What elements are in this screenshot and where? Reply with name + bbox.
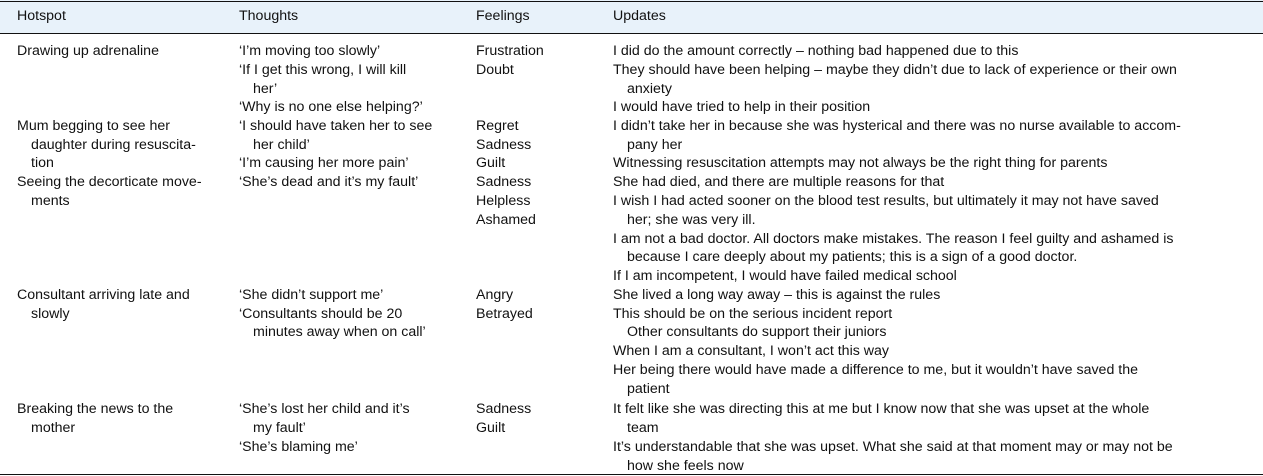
update-line: Witnessing resuscitation attempts may not always be the right thing for parents: [613, 155, 1108, 171]
thought-line: ‘If I get this wrong, I will kill: [239, 62, 407, 78]
hotspot-cell: Drawing up adrenaline: [17, 43, 159, 59]
feeling-item: Helpless: [476, 193, 531, 209]
update-line: how she feels now: [627, 458, 744, 474]
update-line: patient: [627, 381, 670, 397]
update-line: If I am incompetent, I would have failed medical school: [613, 268, 957, 284]
update-line: team: [627, 420, 659, 436]
thought-line: ‘Why is no one else helping?’: [239, 99, 423, 115]
update-line: It felt like she was directing this at me but I know now that she was upset at the whole: [613, 401, 1150, 417]
header-hotspot: Hotspot: [17, 8, 66, 24]
feeling-item: Sadness: [476, 137, 532, 153]
update-line: When I am a consultant, I won’t act this way: [613, 343, 889, 359]
hotspot-line: Mum begging to see her: [17, 118, 171, 134]
thought-line: ‘I’m moving too slowly’: [239, 43, 381, 59]
update-line: This should be on the serious incident report: [613, 306, 893, 322]
header-updates: Updates: [613, 8, 666, 24]
feeling-item: Guilt: [476, 155, 506, 171]
thought-line: ‘She’s lost her child and it’s: [239, 401, 410, 417]
update-line: I would have tried to help in their position: [613, 99, 871, 115]
update-line: her; she was very ill.: [627, 212, 756, 228]
hotspot-line: Breaking the news to the: [17, 401, 174, 417]
header-thoughts: Thoughts: [239, 8, 299, 24]
hotspot-line: Consultant arriving late and: [17, 287, 190, 303]
thought-line: her’: [253, 81, 278, 97]
update-line: because I care deeply about my patients; this is a sign of a good doctor.: [627, 249, 1078, 265]
hotspot-line: slowly: [31, 306, 70, 322]
thought-line: ‘I should have taken her to see: [239, 118, 433, 134]
update-line: anxiety: [627, 81, 672, 97]
update-line: She lived a long way away – this is against the rules: [613, 287, 941, 303]
header-feelings: Feelings: [476, 8, 530, 24]
top-rule: [0, 1, 1263, 2]
thought-line: ‘I’m causing her more pain’: [239, 155, 409, 171]
feeling-item: Angry: [476, 287, 514, 303]
update-line: I did do the amount correctly – nothing bad happened due to this: [613, 43, 1019, 59]
update-line: I am not a bad doctor. All doctors make mistakes. The reason I feel guilty and ashamed is: [613, 231, 1174, 247]
update-line: Her being there would have made a difference to me, but it wouldn’t have saved the: [613, 362, 1138, 378]
thought-line: minutes away when on call’: [253, 324, 426, 340]
update-line: I wish I had acted sooner on the blood test results, but ultimately it may not have saved: [613, 193, 1159, 209]
update-line: I didn’t take her in because she was hysterical and there was no nurse available to accom-: [613, 118, 1181, 134]
bottom-rule: [0, 474, 1263, 475]
update-line: It’s understandable that she was upset. What she said at that moment may or may not be: [613, 439, 1173, 455]
header-rule: [0, 33, 1263, 34]
hotspot-line: tion: [31, 155, 54, 171]
hotspot-line: Seeing the decorticate move-: [17, 174, 202, 190]
thought-line: ‘Consultants should be 20: [239, 306, 403, 322]
update-line: pany her: [627, 137, 683, 153]
hotspot-line: daughter during resuscita-: [31, 137, 196, 153]
hotspot-line: mother: [31, 420, 76, 436]
thought-line: ‘She didn’t support me’: [239, 287, 384, 303]
update-line: They should have been helping – maybe they didn’t due to lack of experience or their own: [613, 62, 1177, 78]
update-line: Other consultants do support their juniors: [627, 324, 887, 340]
feeling-item: Guilt: [476, 420, 506, 436]
thought-line: ‘She’s blaming me’: [239, 439, 358, 455]
update-line: She had died, and there are multiple reasons for that: [613, 174, 945, 190]
feeling-item: Frustration: [476, 43, 544, 59]
thought-line: ‘She’s dead and it’s my fault’: [239, 174, 419, 190]
hotspot-line: ments: [31, 193, 70, 209]
feeling-item: Sadness: [476, 174, 532, 190]
feeling-item: Sadness: [476, 401, 532, 417]
feeling-item: Regret: [476, 118, 519, 134]
thought-line: her child’: [253, 137, 310, 153]
feeling-item: Betrayed: [476, 306, 533, 322]
thought-line: my fault’: [253, 420, 306, 436]
feeling-item: Ashamed: [476, 212, 536, 228]
feeling-item: Doubt: [476, 62, 514, 78]
